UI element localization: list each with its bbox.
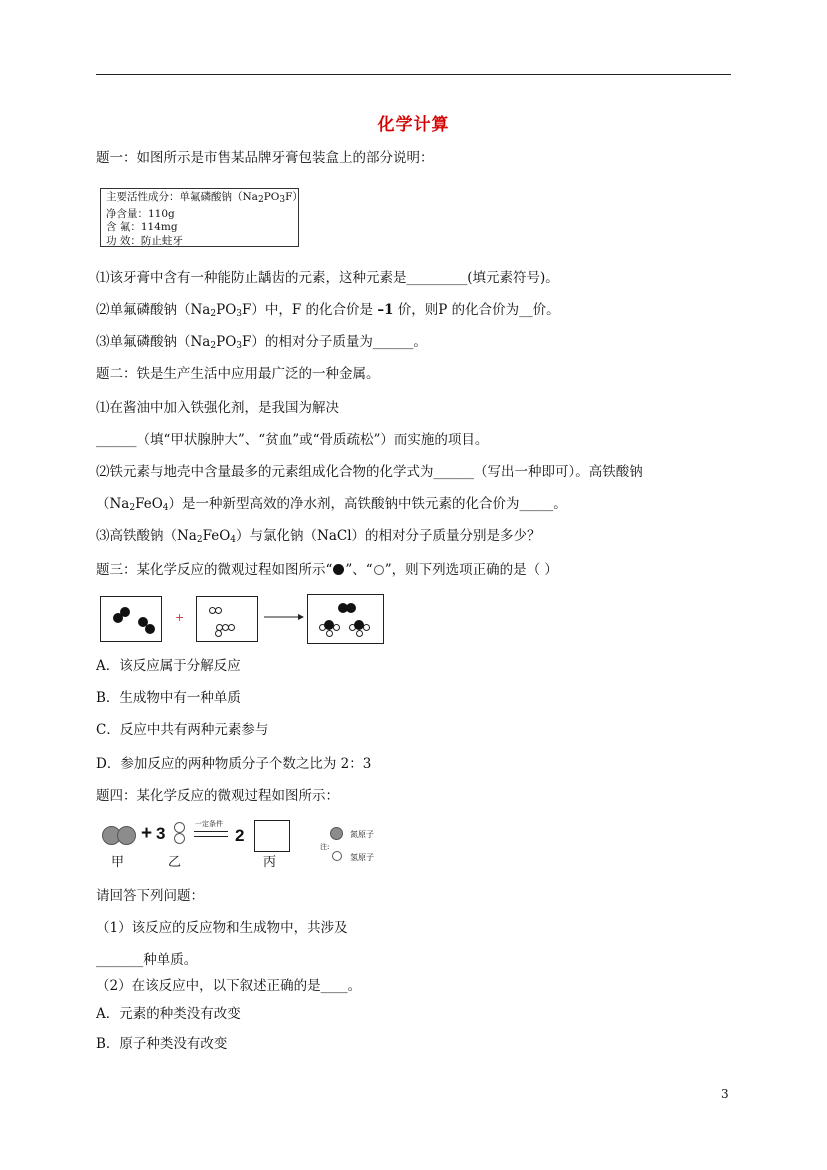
q4-prompt: 请回答下列问题： xyxy=(96,888,204,904)
black-atom xyxy=(145,624,155,634)
q3-option-b: B．生成物中有一种单质 xyxy=(96,690,241,706)
page-title: 化学计算 xyxy=(377,115,450,135)
q3-reaction-diagram xyxy=(100,594,384,644)
q1-part1: ⑴该牙膏中含有一种能防止龋齿的元素，这种元素是_________(填元素符号)。 xyxy=(96,270,559,286)
white-atom xyxy=(326,630,333,637)
q4-intro: 题四：某化学反应的微观过程如图所示： xyxy=(96,788,339,804)
coefficient-3: 3 xyxy=(156,824,166,843)
coefficient-2: 2 xyxy=(235,826,245,845)
label-bing: 丙 xyxy=(263,855,277,870)
q2-part2-b: $(Na_2FeO_4)$是一种新型高效的净水剂，高铁酸钠中铁元素的化合价为_____。 xyxy=(96,496,567,513)
label-jia: 甲 xyxy=(111,855,125,870)
label-line-1: 主要活性成分：单氟磷酸钠（Na2PO3F） xyxy=(106,191,303,205)
plus-sign: + xyxy=(141,823,153,844)
q3-option-c: C．反应中共有两种元素参与 xyxy=(96,722,269,738)
label-line-4: 功 效：防止蛀牙 xyxy=(106,234,183,247)
label-line-3: 含 氟：114mg xyxy=(106,221,178,233)
plus-sign: + xyxy=(175,611,185,624)
hydrogen-atom xyxy=(174,822,185,833)
white-atom xyxy=(215,630,222,637)
reactant-panel-1 xyxy=(100,596,162,642)
hydrogen-legend-label: 氢原子 xyxy=(350,853,374,862)
toothpaste-label xyxy=(100,188,303,247)
equals-sign xyxy=(194,831,228,837)
nitrogen-legend-icon xyxy=(330,827,343,840)
nitrogen-atom xyxy=(117,826,136,845)
black-atom-icon xyxy=(333,564,344,575)
reaction-condition: 一定条件 xyxy=(195,820,223,828)
nitrogen-legend-label: 氮原子 xyxy=(350,830,374,839)
white-atom xyxy=(228,624,235,631)
reaction-arrow xyxy=(264,612,304,622)
page-number: 3 xyxy=(721,1087,729,1101)
q2-part1-a: ⑴在酱油中加入铁强化剂，是我国为解决 xyxy=(96,400,339,416)
q4-part1-a: （1）该反应的反应物和生成物中，共涉及 xyxy=(96,920,348,936)
white-atom xyxy=(356,630,363,637)
product-box xyxy=(254,820,290,852)
header-rule xyxy=(96,74,731,75)
white-atom xyxy=(363,624,370,631)
q4-option-b: B．原子种类没有改变 xyxy=(96,1036,228,1052)
white-atom xyxy=(333,624,340,631)
q3-intro: 题三：某化学反应的微观过程如图所示“ ”、“ ”，则下列选项正确的是（ ） xyxy=(96,562,558,578)
reactant-panel-2 xyxy=(196,596,258,642)
q2-part1-b: ______（填“甲状腺肿大”、“贫血”或“骨质疏松”）而实施的项目。 xyxy=(96,432,489,448)
q2-intro: 题二：铁是生产生活中应用最广泛的一种金属。 xyxy=(96,366,380,382)
label-line-2: 净含量：110g xyxy=(106,207,175,220)
q1-part2: ⑵单氟磷酸钠$(Na_2PO_3F)$中，F 的化合价是 –1 价，则P 的化合价为__价。 xyxy=(96,302,560,319)
legend-note: 注: xyxy=(320,843,330,851)
q1-part3: ⑶单氟磷酸钠$(Na_2PO_3F)$的相对分子质量为______。 xyxy=(96,334,427,351)
white-atom-icon xyxy=(374,565,384,575)
q1-intro: 题一：如图所示是市售某品牌牙膏包装盒上的部分说明： xyxy=(96,150,434,166)
q3-option-d: D．参加反应的两种物质分子个数之比为 2：3 xyxy=(96,756,372,772)
label-yi: 乙 xyxy=(168,855,182,870)
white-atom xyxy=(215,607,222,614)
q4-option-a: A．元素的种类没有改变 xyxy=(96,1006,241,1022)
black-atom xyxy=(120,607,130,617)
q3-option-a: A．该反应属于分解反应 xyxy=(96,658,241,674)
q4-part1-b: _______种单质。 xyxy=(96,952,198,968)
product-panel xyxy=(307,594,384,644)
hydrogen-legend-icon xyxy=(332,851,342,861)
q2-part2-a: ⑵铁元素与地壳中含量最多的元素组成化合物的化学式为______（写出一种即可）。高铁酸钠 xyxy=(96,464,643,480)
q2-part3: ⑶高铁酸钠$(Na_2FeO_4)$与氯化钠（NaCl）的相对分子质量分别是多少？ xyxy=(96,528,541,545)
q4-part2: （2）在该反应中，以下叙述正确的是____。 xyxy=(96,978,362,994)
q4-reaction-diagram xyxy=(100,818,390,870)
hydrogen-atom xyxy=(174,833,185,844)
black-atom xyxy=(346,603,356,613)
